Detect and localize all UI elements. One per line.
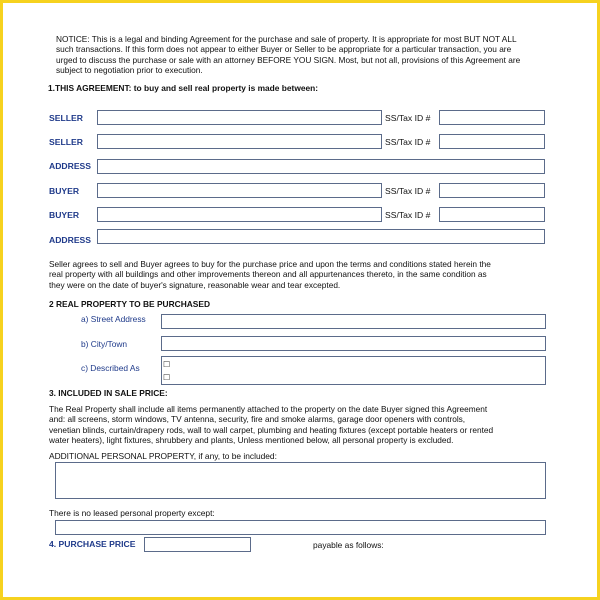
seller1-field[interactable] xyxy=(97,110,382,125)
section3-text: The Real Property shall include all items permanently attached to the property on the date Buyer signed this Agreement and: all screens, storm windows, TV antenna, security, fire and smoke alarms, garage door openers with controls, venetian blinds, curtain/drapery rods, wall to wall carpet, plumbing and heating fixtures (except portable heaters or rented water heaters), light fixtures, shrubbery and plants, Unless mentioned below, all personal property is excluded. xyxy=(49,404,494,445)
described-checkbox-1[interactable]: ☐ xyxy=(163,360,171,369)
payable-label: payable as follows: xyxy=(313,540,384,550)
seller1-ss-label: SS/Tax ID # xyxy=(385,113,431,123)
described-checkbox-2[interactable]: ☐ xyxy=(163,373,171,382)
street-address-label: a) Street Address xyxy=(81,314,146,324)
seller2-ss-field[interactable] xyxy=(439,134,545,149)
buyer1-label: BUYER xyxy=(49,186,80,196)
seller2-ss-label: SS/Tax ID # xyxy=(385,137,431,147)
additional-property-label: ADDITIONAL PERSONAL PROPERTY, if any, to be included: xyxy=(49,451,277,461)
seller1-label: SELLER xyxy=(49,113,83,123)
buyer2-field[interactable] xyxy=(97,207,382,222)
address2-field[interactable] xyxy=(97,229,545,244)
street-address-field[interactable] xyxy=(161,314,546,329)
buyer2-label: BUYER xyxy=(49,210,80,220)
buyer2-ss-field[interactable] xyxy=(439,207,545,222)
leased-property-field[interactable] xyxy=(55,520,546,535)
notice-text: NOTICE: This is a legal and binding Agreement for the purchase and sale of property. It is appropriate for most BUT NOT ALL such transactions. If this form does not appear to either Buyer or Seller to be appropriate for a particular transaction, you are urged to discuss the purchase or sale with an attorney BEFORE YOU SIGN. Most, but not all, provisions of this Agreement are subject to negotiation prior to execution. xyxy=(56,34,521,75)
seller1-ss-field[interactable] xyxy=(439,110,545,125)
section3-title: 3. INCLUDED IN SALE PRICE: xyxy=(49,388,168,398)
form-page xyxy=(3,3,597,597)
purchase-price-label: 4. PURCHASE PRICE xyxy=(49,539,136,549)
buyer1-ss-field[interactable] xyxy=(439,183,545,198)
address1-field[interactable] xyxy=(97,159,545,174)
city-town-field[interactable] xyxy=(161,336,546,351)
seller2-field[interactable] xyxy=(97,134,382,149)
additional-property-field[interactable] xyxy=(55,462,546,499)
seller2-label: SELLER xyxy=(49,137,83,147)
section1-title: 1.THIS AGREEMENT: to buy and sell real property is made between: xyxy=(48,83,319,93)
city-town-label: b) City/Town xyxy=(81,339,128,349)
described-as-label: c) Described As xyxy=(81,363,140,373)
described-as-field[interactable] xyxy=(161,356,546,385)
address1-label: ADDRESS xyxy=(49,161,92,171)
purchase-price-field[interactable] xyxy=(144,537,251,552)
agreement-text: Seller agrees to sell and Buyer agrees to buy for the purchase price and upon the terms and conditions stated herein the real property with all buildings and other improvements thereon and all appurtenances thereto, in the same condition as they were on the date of buyer's signature, reasonable wear and tear excepted. xyxy=(49,259,491,290)
buyer1-ss-label: SS/Tax ID # xyxy=(385,186,431,196)
buyer2-ss-label: SS/Tax ID # xyxy=(385,210,431,220)
leased-property-label: There is no leased personal property except: xyxy=(49,508,215,518)
address2-label: ADDRESS xyxy=(49,235,92,245)
section2-title: 2 REAL PROPERTY TO BE PURCHASED xyxy=(49,299,211,309)
buyer1-field[interactable] xyxy=(97,183,382,198)
